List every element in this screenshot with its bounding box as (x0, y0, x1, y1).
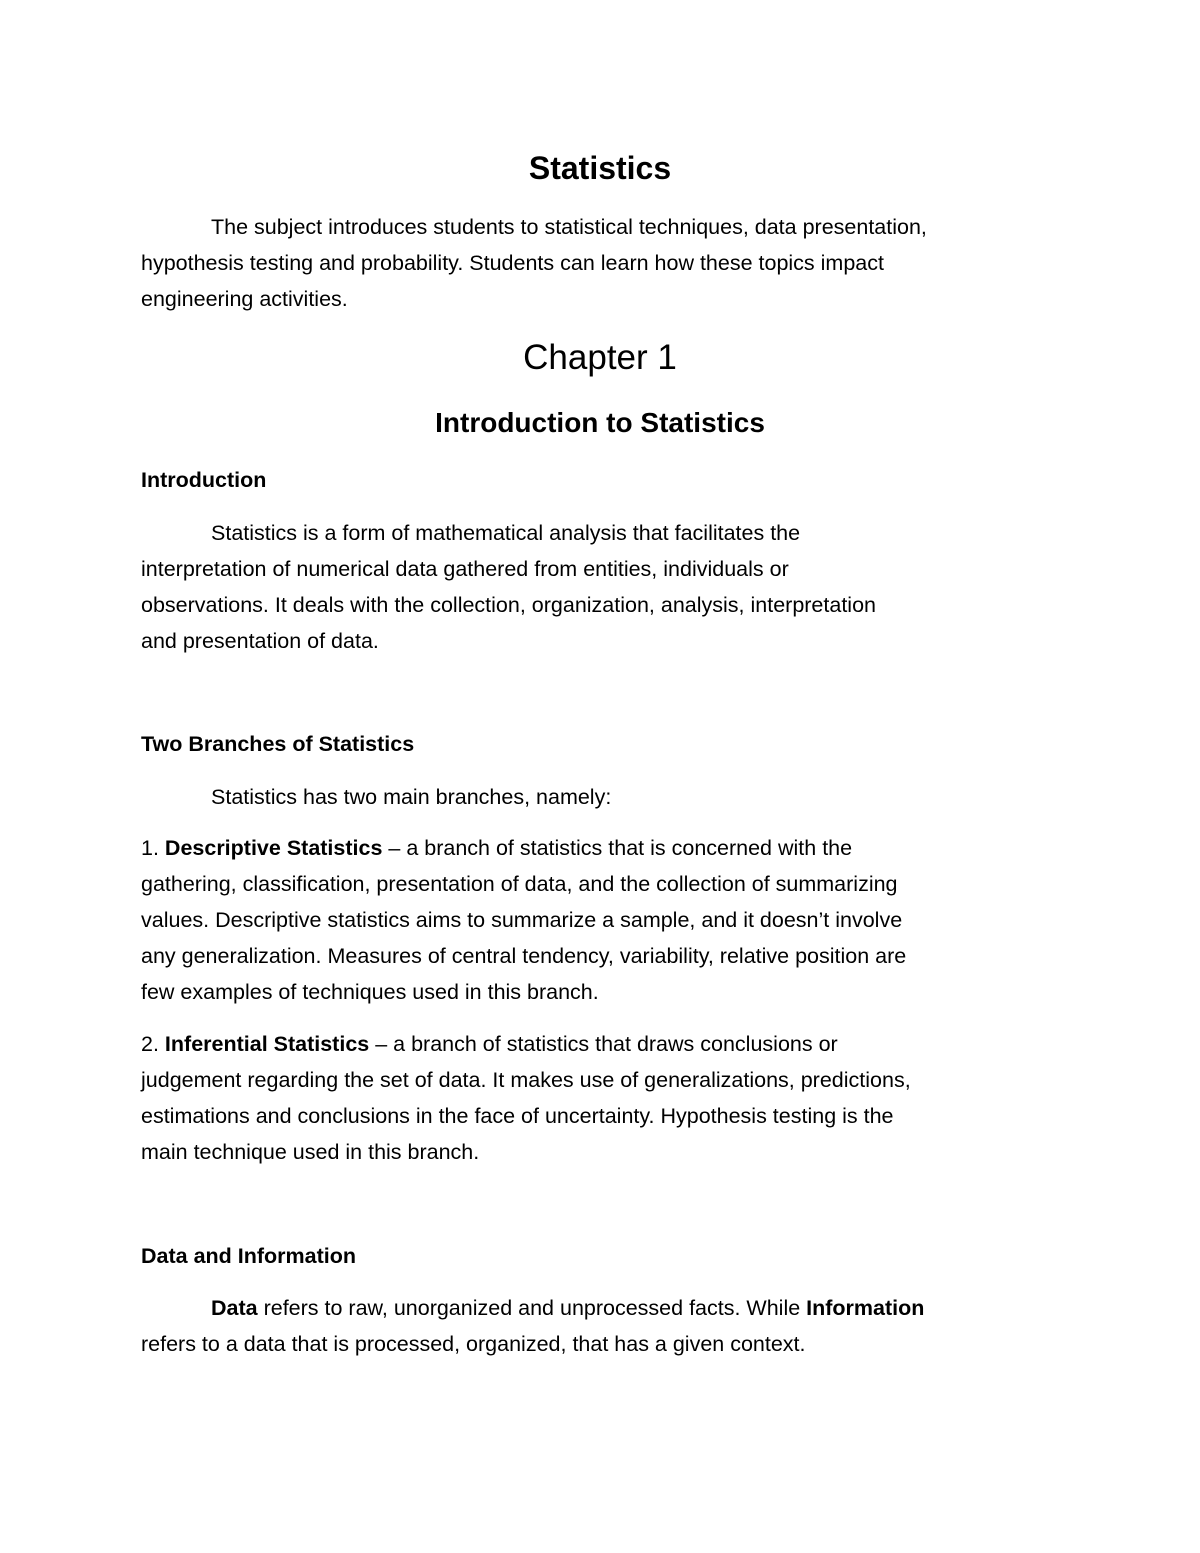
inferential-line-3: estimations and conclusions in the face of uncertainty. Hypothesis testing is the (141, 1104, 894, 1128)
branches-heading: Two Branches of Statistics (141, 732, 415, 756)
descriptive-line-4: any generalization. Measures of central tendency, variability, relative position are (141, 944, 907, 968)
chapter-subtitle: Introduction to Statistics (435, 407, 765, 438)
chapter-title: Chapter 1 (523, 338, 677, 377)
intro-line-1: The subject introduces students to statistical techniques, data presentation, (211, 215, 927, 239)
document-title: Statistics (528, 150, 672, 186)
data-information-heading: Data and Information (141, 1244, 357, 1268)
descriptive-line-3: values. Descriptive statistics aims to summarize a sample, and it doesn’t involve (141, 908, 903, 932)
intro-line-3: engineering activities. (141, 287, 348, 311)
descriptive-line-5: few examples of techniques used in this branch. (141, 980, 599, 1004)
inferential-line-1-rest: – a branch of statistics that draws conclusions or (369, 1032, 838, 1056)
descriptive-term: Descriptive Statistics (164, 836, 383, 860)
inferential-line-2: judgement regarding the set of data. It makes use of generalizations, predictions, (141, 1068, 911, 1092)
term-information: Information (806, 1296, 925, 1320)
introduction-line-2: interpretation of numerical data gathered from entities, individuals or (141, 557, 789, 581)
data-information-line-2: refers to a data that is processed, organized, that has a given context. (141, 1332, 806, 1356)
introduction-heading: Introduction (141, 468, 267, 492)
intro-line-2: hypothesis testing and probability. Students can learn how these topics impact (141, 251, 884, 275)
branches-lead-text: Statistics has two main branches, namely: (211, 785, 612, 809)
inferential-number: 2. (141, 1032, 159, 1056)
introduction-paragraph (141, 515, 1071, 659)
data-information-paragraph (141, 1290, 1071, 1362)
branches-lead (141, 779, 1071, 815)
data-information-text-a: refers to raw, unorganized and unprocessed facts. While (257, 1296, 807, 1320)
inferential-line-4: main technique used in this branch. (141, 1140, 480, 1164)
descriptive-line-1-rest: – a branch of statistics that is concerned with the (382, 836, 853, 860)
descriptive-statistics-item (141, 830, 1071, 1010)
inferential-term: Inferential Statistics (164, 1032, 370, 1056)
inferential-statistics-item (141, 1026, 1071, 1170)
introduction-line-1: Statistics is a form of mathematical analysis that facilitates the (211, 521, 801, 545)
introduction-line-4: and presentation of data. (141, 629, 379, 653)
descriptive-line-2: gathering, classification, presentation of data, and the collection of summarizing (141, 872, 898, 896)
introduction-line-3: observations. It deals with the collection, organization, analysis, interpretation (141, 593, 876, 617)
intro-paragraph (141, 209, 1071, 317)
descriptive-number: 1. (141, 836, 159, 860)
term-data: Data (211, 1296, 258, 1320)
